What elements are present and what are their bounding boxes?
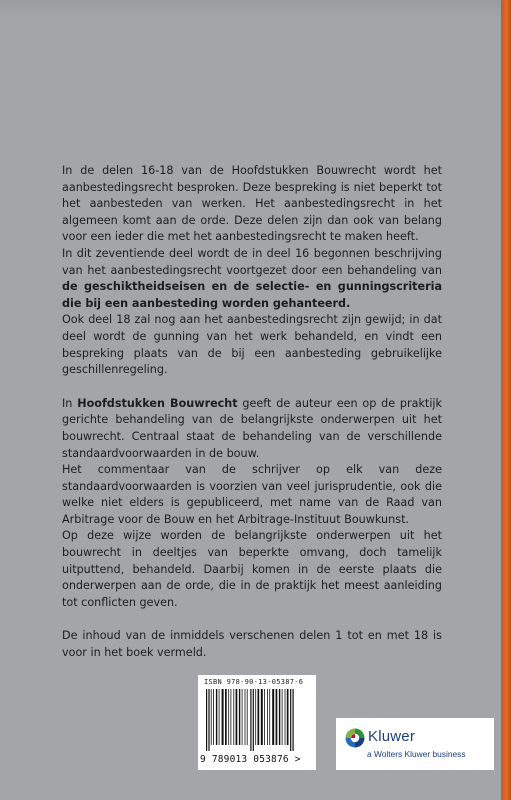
text-segment: De inhoud van de inmiddels verschenen delen 1 tot en met 18 is voor in het boek vermeld. xyxy=(62,629,442,660)
barcode-bar xyxy=(269,689,270,745)
bold-text: Hoofdstukken Bouwrecht xyxy=(77,396,238,410)
text-segment: In xyxy=(62,396,78,410)
paragraph-gap xyxy=(62,611,442,628)
kluwer-logo-icon xyxy=(345,728,365,748)
barcode-bar xyxy=(276,689,278,745)
text-segment: Ook deel 18 zal nog aan het aanbestedingsrecht zijn gewijd; in dat deel wordt de gunning van het werk behandeld, en vindt een bespreking plaats van de bij een aanbesteding gebruikelijke geschillenregeling. xyxy=(62,313,442,377)
barcode-bar xyxy=(233,689,234,745)
barcode-bar xyxy=(206,689,207,751)
barcode-bar xyxy=(261,689,263,745)
barcode-bar xyxy=(211,689,212,745)
barcode-digits xyxy=(200,754,301,765)
publisher-logo-box xyxy=(336,718,494,770)
paragraph xyxy=(62,312,442,378)
barcode-bar xyxy=(279,689,280,745)
paragraph-gap xyxy=(62,379,442,396)
barcode-bar xyxy=(231,689,232,745)
paragraph xyxy=(62,163,442,246)
text-segment: Op deze wijze worden de belangrijkste onderwerpen uit het bouwrecht in deeltjes van beperkte omvang, doch tamelijk uitputtend, behandeld. Daarbij komen in de eerste plaats die onderwerpen aan de orde, die in de praktijk het meest aanleiding tot conflicten geven. xyxy=(62,529,442,609)
barcode-end-mark: > xyxy=(294,754,301,765)
barcode-bar xyxy=(245,689,246,745)
barcode-bar xyxy=(253,689,254,751)
text-segment: In dit zeventiende deel wordt de in deel 16 begonnen beschrijving van het aanbestedingsrecht voortgezet door een behandeling van xyxy=(62,246,442,277)
paragraph xyxy=(62,628,442,661)
isbn-number: ISBN 978-90-13-05387-6 xyxy=(204,678,304,686)
barcode-bar xyxy=(272,689,274,745)
cover-top-edge xyxy=(0,0,511,20)
text-segment: Het commentaar van de schrijver op elk van deze standaardvoorwaarden is voorzien van veel jurisprudentie, ook die welke niet elders is gepubliceerd, met name van de Raad van Arbitrage voor de Bouw en het Arbitrage-Instituut Bouwkunst. xyxy=(62,463,442,526)
text-segment: geeft de auteur een op de praktijk gerichte behandeling van de belangrijkste onderwerpen uit het bouwrecht. Centraal staat de behandeling van de verschillende standaardvoorwaarden in de bouw. xyxy=(62,396,443,460)
barcode-bar xyxy=(255,689,256,745)
barcode-bar xyxy=(228,689,229,745)
barcode-bar xyxy=(225,689,227,745)
paragraph xyxy=(62,246,442,312)
ean-digits: 9 789013 053876 xyxy=(200,754,289,765)
text-segment: In de delen 16-18 van de Hoofdstukken Bouwrecht wordt het aanbestedingsrecht besproken. Deze bespreking is niet beperkt tot het aanbesteden van werken. Het aanbestedingsrecht in het algemeen komt aan de orde. Deze delen zijn dan ook van belang voor een ieder die met het aanbestedingsrecht te maken heeft. xyxy=(62,164,442,244)
barcode-bar xyxy=(290,689,291,751)
barcode-bar xyxy=(267,689,268,745)
barcode-bar xyxy=(208,689,209,751)
paragraph xyxy=(62,396,442,462)
bold-text: de geschiktheidseisen en de selectie- en gunningscriteria die bij een aanbesteding worden gehanteerd. xyxy=(62,280,442,310)
paragraph xyxy=(62,462,442,528)
barcode-bars xyxy=(206,689,308,751)
barcode-bar xyxy=(282,689,283,745)
barcode-bar xyxy=(250,689,251,751)
barcode-bar xyxy=(285,689,286,745)
barcode-bar xyxy=(239,689,240,745)
publisher-name: Kluwer xyxy=(368,728,416,745)
orange-spine-edge xyxy=(501,0,511,800)
barcode-bar xyxy=(264,689,265,745)
publisher-tagline: a Wolters Kluwer business xyxy=(367,749,466,759)
barcode-bar xyxy=(293,689,294,751)
barcode-label xyxy=(198,675,316,770)
paragraph xyxy=(62,528,442,611)
barcode-bar xyxy=(247,689,248,745)
cover-description xyxy=(62,163,442,662)
barcode-bar xyxy=(242,689,243,745)
barcode-bar xyxy=(216,689,217,745)
barcode-bar xyxy=(287,689,289,745)
barcode-bar xyxy=(258,689,260,745)
barcode-bar xyxy=(219,689,220,745)
barcode-bar xyxy=(236,689,238,745)
barcode-bar xyxy=(222,689,224,745)
barcode-bar xyxy=(213,689,214,745)
